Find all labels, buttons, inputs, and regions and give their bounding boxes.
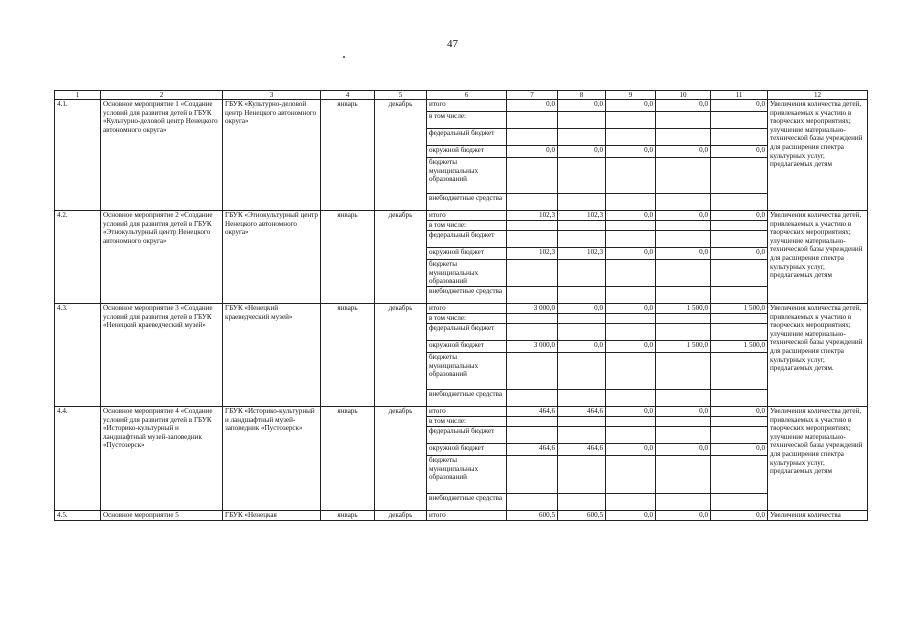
amount: 464,6 — [507, 444, 558, 456]
amount: 0,0 — [656, 100, 711, 112]
col-header: 9 — [606, 91, 656, 100]
amount: 0,0 — [606, 511, 656, 521]
amount: 600,5 — [558, 511, 606, 521]
executor: ГБУК «Историко-культурный и ландшафтный музей-заповедник «Пустозерск» — [223, 407, 321, 511]
finance-label-federal: федеральный бюджет — [427, 427, 507, 444]
amount: 3 000,0 — [507, 304, 558, 314]
finance-label-municipal: бюджеты муниципальных образований — [427, 456, 507, 494]
amount: 0,0 — [558, 341, 606, 353]
finance-label-extra: внебюджетные средства — [427, 494, 507, 511]
table-row — [55, 211, 868, 221]
table-body — [55, 100, 868, 521]
finance-label-district: окружной бюджет — [427, 341, 507, 353]
amount: 0,0 — [711, 146, 768, 158]
finance-label-district: окружной бюджет — [427, 146, 507, 158]
finance-label-federal: федеральный бюджет — [427, 231, 507, 248]
finance-label-incl: в том числе: — [427, 112, 507, 129]
amount: 1 500,0 — [711, 341, 768, 353]
amount: 600,5 — [507, 511, 558, 521]
amount: 0,0 — [656, 444, 711, 456]
amount: 0,0 — [606, 211, 656, 221]
end-month: декабрь — [375, 100, 427, 211]
amount: 0,0 — [656, 146, 711, 158]
finance-label-municipal: бюджеты муниципальных образований — [427, 260, 507, 287]
table-row — [55, 511, 868, 521]
finance-label-total: итого — [427, 211, 507, 221]
expected-result: Увеличения количества детей, привлекаемых к участию в творческих мероприятиях; улучшение материально-технической базы учреждений для расширения спектра культурных услуг, предлагаемых детям. — [768, 304, 868, 407]
finance-label-municipal: бюджеты муниципальных образований — [427, 158, 507, 194]
finance-label-total: итого — [427, 511, 507, 521]
end-month: декабрь — [375, 511, 427, 521]
amount: 0,0 — [711, 511, 768, 521]
amount: 102,3 — [507, 211, 558, 221]
amount: 0,0 — [606, 146, 656, 158]
col-header: 1 — [55, 91, 101, 100]
finance-label-total: итого — [427, 407, 507, 417]
start-month: январь — [321, 304, 375, 407]
amount: 0,0 — [606, 248, 656, 260]
end-month: декабрь — [375, 407, 427, 511]
row-number: 4.3. — [55, 304, 101, 407]
page-number: 47 — [447, 38, 458, 50]
col-header: 11 — [711, 91, 768, 100]
col-header: 10 — [656, 91, 711, 100]
row-number: 4.1. — [55, 100, 101, 211]
amount: 102,3 — [558, 211, 606, 221]
event-name: Основное мероприятие 3 «Создание условий для развития детей в ГБУК «Ненецкий краеведческий музей» — [101, 304, 223, 407]
finance-label-federal: федеральный бюджет — [427, 129, 507, 146]
amount: 0,0 — [711, 100, 768, 112]
amount: 0,0 — [606, 444, 656, 456]
row-number: 4.5. — [55, 511, 101, 521]
start-month: январь — [321, 511, 375, 521]
amount: 102,3 — [507, 248, 558, 260]
finance-label-incl: в том числе: — [427, 314, 507, 324]
col-header: 5 — [375, 91, 427, 100]
amount: 0,0 — [558, 304, 606, 314]
col-header: 2 — [101, 91, 223, 100]
executor: ГБУК «Культурно-деловой центр Ненецкого автономного округа» — [223, 100, 321, 211]
row-number: 4.4. — [55, 407, 101, 511]
amount: 0,0 — [656, 511, 711, 521]
amount: 464,6 — [558, 444, 606, 456]
amount: 3 000,0 — [507, 341, 558, 353]
finance-label-municipal: бюджеты муниципальных образований — [427, 353, 507, 390]
table-row — [55, 407, 868, 417]
executor: ГБУК «Ненецкий краеведческий музей» — [223, 304, 321, 407]
start-month: январь — [321, 100, 375, 211]
amount: 0,0 — [606, 341, 656, 353]
amount: 1 500,0 — [656, 341, 711, 353]
amount: 0,0 — [558, 100, 606, 112]
expected-result: Увеличения количества детей, привлекаемых к участию в творческих мероприятиях; улучшение материально-технической базы учреждений для расширения спектра культурных услуг, предлагаемых детям — [768, 100, 868, 211]
event-name: Основное мероприятие 5 — [101, 511, 223, 521]
executor: ГБУК «Этнокультурный центр Ненецкого автономного округа» — [223, 211, 321, 304]
amount: 1 500,0 — [656, 304, 711, 314]
start-month: январь — [321, 407, 375, 511]
table-row — [55, 100, 868, 112]
col-header: 12 — [768, 91, 868, 100]
scan-speck — [343, 56, 345, 58]
finance-label-district: окружной бюджет — [427, 444, 507, 456]
header-row — [55, 91, 868, 100]
row-number: 4.2. — [55, 211, 101, 304]
finance-label-incl: в том числе: — [427, 417, 507, 427]
finance-label-federal: федеральный бюджет — [427, 324, 507, 341]
start-month: январь — [321, 211, 375, 304]
col-header: 4 — [321, 91, 375, 100]
event-name: Основное мероприятие 4 «Создание условий для развития детей в ГБУК «Историко-культурный и ландшафтный музей-заповедник «Пустозерск» — [101, 407, 223, 511]
amount: 0,0 — [507, 146, 558, 158]
expected-result: Увеличения количества детей, привлекаемых к участию в творческих мероприятиях; улучшение материально-технической базы учреждений для расширения спектра культурных услуг, предлагаемых детям — [768, 407, 868, 511]
amount: 0,0 — [711, 444, 768, 456]
amount: 0,0 — [507, 100, 558, 112]
event-name: Основное мероприятие 1 «Создание условий для развития детей в ГБУК «Культурно-деловой центр Ненецкого автономного округа» — [101, 100, 223, 211]
expected-result: Увеличения количества детей, привлекаемых к участию в творческих мероприятиях; улучшение материально-технической базы учреждений для расширения спектра культурных услуг, предлагаемых детям — [768, 211, 868, 304]
event-name: Основное мероприятие 2 «Создание условий для развития детей в ГБУК «Этнокультурный центр Ненецкого автономного округа» — [101, 211, 223, 304]
end-month: декабрь — [375, 304, 427, 407]
amount: 0,0 — [558, 146, 606, 158]
finance-label-district: окружной бюджет — [427, 248, 507, 260]
col-header: 3 — [223, 91, 321, 100]
amount: 0,0 — [711, 248, 768, 260]
amount: 102,3 — [558, 248, 606, 260]
amount: 1 500,0 — [711, 304, 768, 314]
amount: 0,0 — [606, 304, 656, 314]
table-row — [55, 304, 868, 314]
activities-table — [54, 90, 868, 521]
amount: 464,6 — [558, 407, 606, 417]
amount: 0,0 — [606, 407, 656, 417]
expected-result: Увеличения количества — [768, 511, 868, 521]
amount: 0,0 — [711, 211, 768, 221]
col-header: 7 — [507, 91, 558, 100]
amount: 0,0 — [656, 407, 711, 417]
amount: 0,0 — [656, 248, 711, 260]
amount: 0,0 — [711, 407, 768, 417]
finance-label-total: итого — [427, 100, 507, 112]
amount: 0,0 — [656, 211, 711, 221]
finance-label-extra: внебюджетные средства — [427, 287, 507, 304]
finance-label-extra: внебюджетные средства — [427, 390, 507, 407]
amount: 464,6 — [507, 407, 558, 417]
finance-label-total: итого — [427, 304, 507, 314]
finance-label-extra: внебюджетные средства — [427, 194, 507, 211]
finance-label-incl: в том числе: — [427, 221, 507, 231]
end-month: декабрь — [375, 211, 427, 304]
amount: 0,0 — [606, 100, 656, 112]
col-header: 6 — [427, 91, 507, 100]
col-header: 8 — [558, 91, 606, 100]
executor: ГБУК «Ненецкая — [223, 511, 321, 521]
